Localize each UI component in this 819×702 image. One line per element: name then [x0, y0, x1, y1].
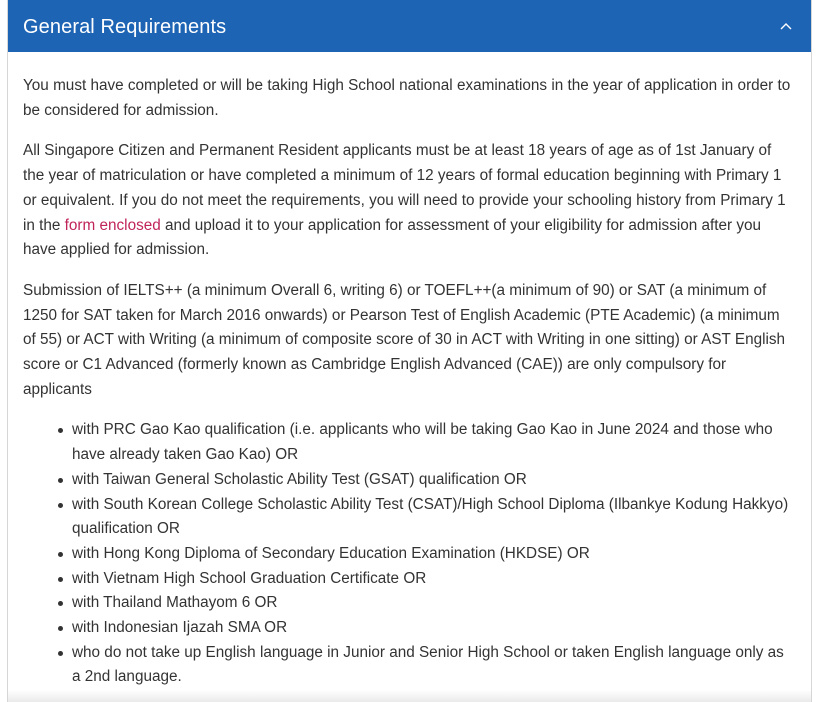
list-item: with Hong Kong Diploma of Secondary Education Examination (HKDSE) OR	[72, 542, 795, 567]
age-text-before-link: All Singapore Citizen and Permanent Resident applicants must be at least 18 years of age as of 1st January of the year of matriculation or have completed a minimum of 12 years of formal education beginning with Primary 1 or equivalent. If you do not meet the requirements, you will need to provide your schooling history from Primary 1 in the	[23, 142, 786, 234]
english-tests-paragraph: Submission of IELTS++ (a minimum Overall 6, writing 6) or TOEFL++(a minimum of 90) or SAT (a minimum of 1250 for SAT taken for March 2016 onwards) or Pearson Test of English Academic (PTE Academic) (a minimum of 55) or ACT with Writing (a minimum of composite score of 30 in ACT with Writing in one sitting) or AST English score or C1 Advanced (formerly known as Cambridge English Advanced (CAE)) are only compulsory for applicants	[23, 281, 786, 398]
bottom-fade	[8, 690, 811, 702]
list-item: with Thailand Mathayom 6 OR	[72, 591, 795, 616]
accordion-body	[8, 52, 811, 690]
list-item: with PRC Gao Kao qualification (i.e. applicants who will be taking Gao Kao in June 2024 and those who have already taken Gao Kao) OR	[72, 418, 795, 467]
general-requirements-accordion	[7, 0, 812, 702]
list-item: with Vietnam High School Graduation Certificate OR	[72, 567, 795, 592]
applicant-conditions-list	[23, 418, 795, 690]
age-requirement-paragraph	[23, 139, 795, 263]
list-item: who do not take up English language in Junior and Senior High School or taken English language only as a 2nd language.	[72, 641, 795, 690]
list-item: with Indonesian Ijazah SMA OR	[72, 616, 795, 641]
form-enclosed-link[interactable]: form enclosed	[64, 216, 161, 234]
accordion-header[interactable]	[8, 0, 811, 52]
intro-paragraph: You must have completed or will be taking High School national examinations in the year of application in order to be considered for admission.	[23, 77, 791, 119]
list-item: with Taiwan General Scholastic Ability Test (GSAT) qualification OR	[72, 468, 795, 493]
age-text-after-link: and upload it to your application for assessment of your eligibility for admission after you have applied for admission.	[23, 216, 762, 259]
list-item: with South Korean College Scholastic Ability Test (CSAT)/High School Diploma (Ilbankye Kodung Hakkyo) qualification OR	[72, 493, 795, 542]
chevron-up-icon[interactable]	[779, 19, 793, 33]
accordion-title: General Requirements	[23, 15, 227, 38]
